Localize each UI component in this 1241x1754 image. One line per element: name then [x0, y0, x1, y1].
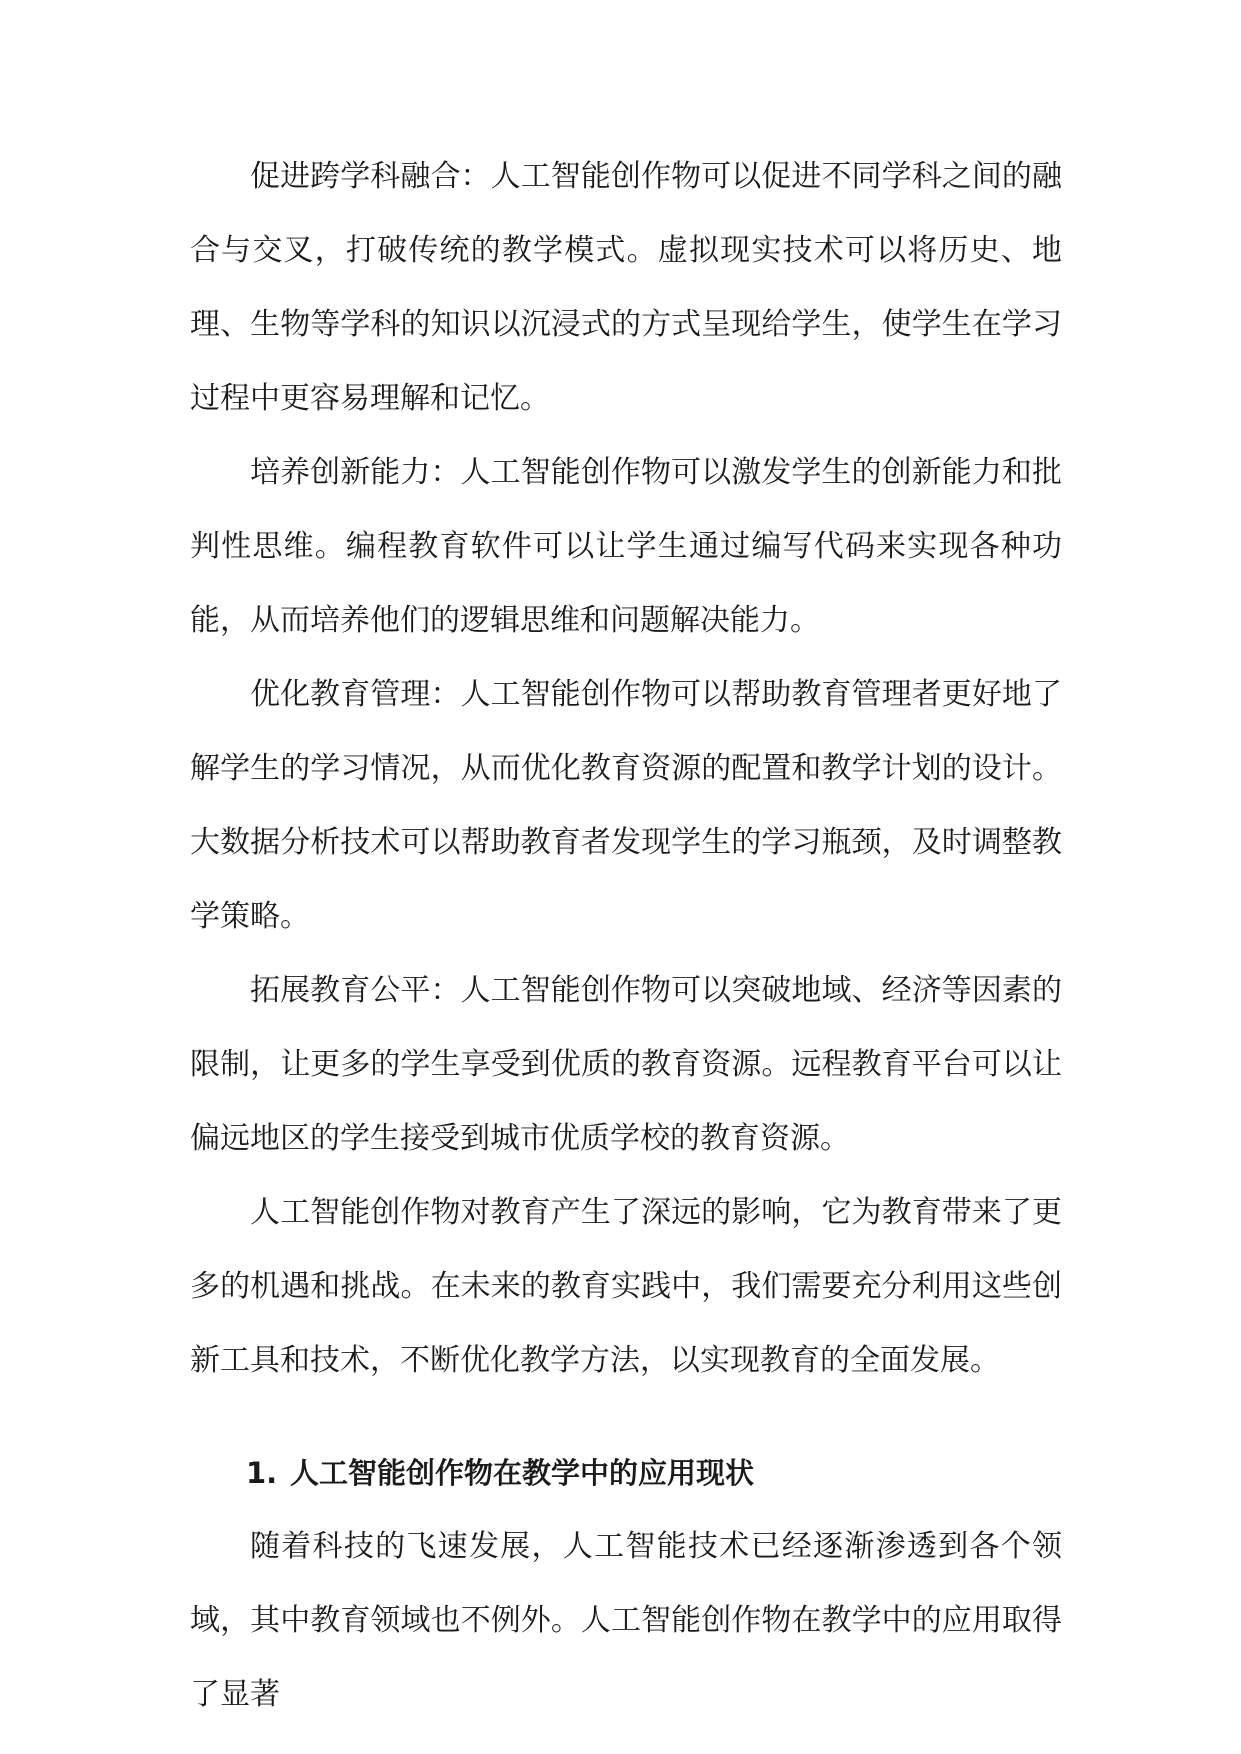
paragraph-innovation: 培养创新能力：人工智能创作物可以激发学生的创新能力和批判性思维。编程教育软件可以让学生通过编写代码来实现各种功能，从而培养他们的逻辑思维和问题解决能力。 [190, 455, 1062, 638]
section-heading [190, 1436, 1062, 1510]
section-number: 1. [246, 1456, 278, 1490]
paragraph-equity: 拓展教育公平：人工智能创作物可以突破地域、经济等因素的限制，让更多的学生享受到优质的教育资源。远程教育平台可以让偏远地区的学生接受到城市优质学校的教育资源。 [190, 973, 1062, 1156]
section-title: 人工智能创作物在教学中的应用现状 [290, 1456, 755, 1490]
paragraph-management: 优化教育管理：人工智能创作物可以帮助教育管理者更好地了解学生的学习情况，从而优化教育资源的配置和教学计划的设计。大数据分析技术可以帮助教育者发现学生的学习瓶颈，及时调整教学策略。 [190, 677, 1062, 934]
paragraph-interdisciplinary: 促进跨学科融合：人工智能创作物可以促进不同学科之间的融合与交叉，打破传统的教学模式。虚拟现实技术可以将历史、地理、生物等学科的知识以沉浸式的方式呈现给学生，使学生在学习过程中更容易理解和记忆。 [190, 159, 1062, 416]
document-body [190, 140, 1062, 1732]
paragraph-current-status: 随着科技的飞速发展，人工智能技术已经逐渐渗透到各个领域，其中教育领域也不例外。人工智能创作物在教学中的应用取得了显著 [190, 1529, 1062, 1712]
paragraph-conclusion: 人工智能创作物对教育产生了深远的影响，它为教育带来了更多的机遇和挑战。在未来的教育实践中，我们需要充分利用这些创新工具和技术，不断优化教学方法，以实现教育的全面发展。 [190, 1195, 1062, 1378]
